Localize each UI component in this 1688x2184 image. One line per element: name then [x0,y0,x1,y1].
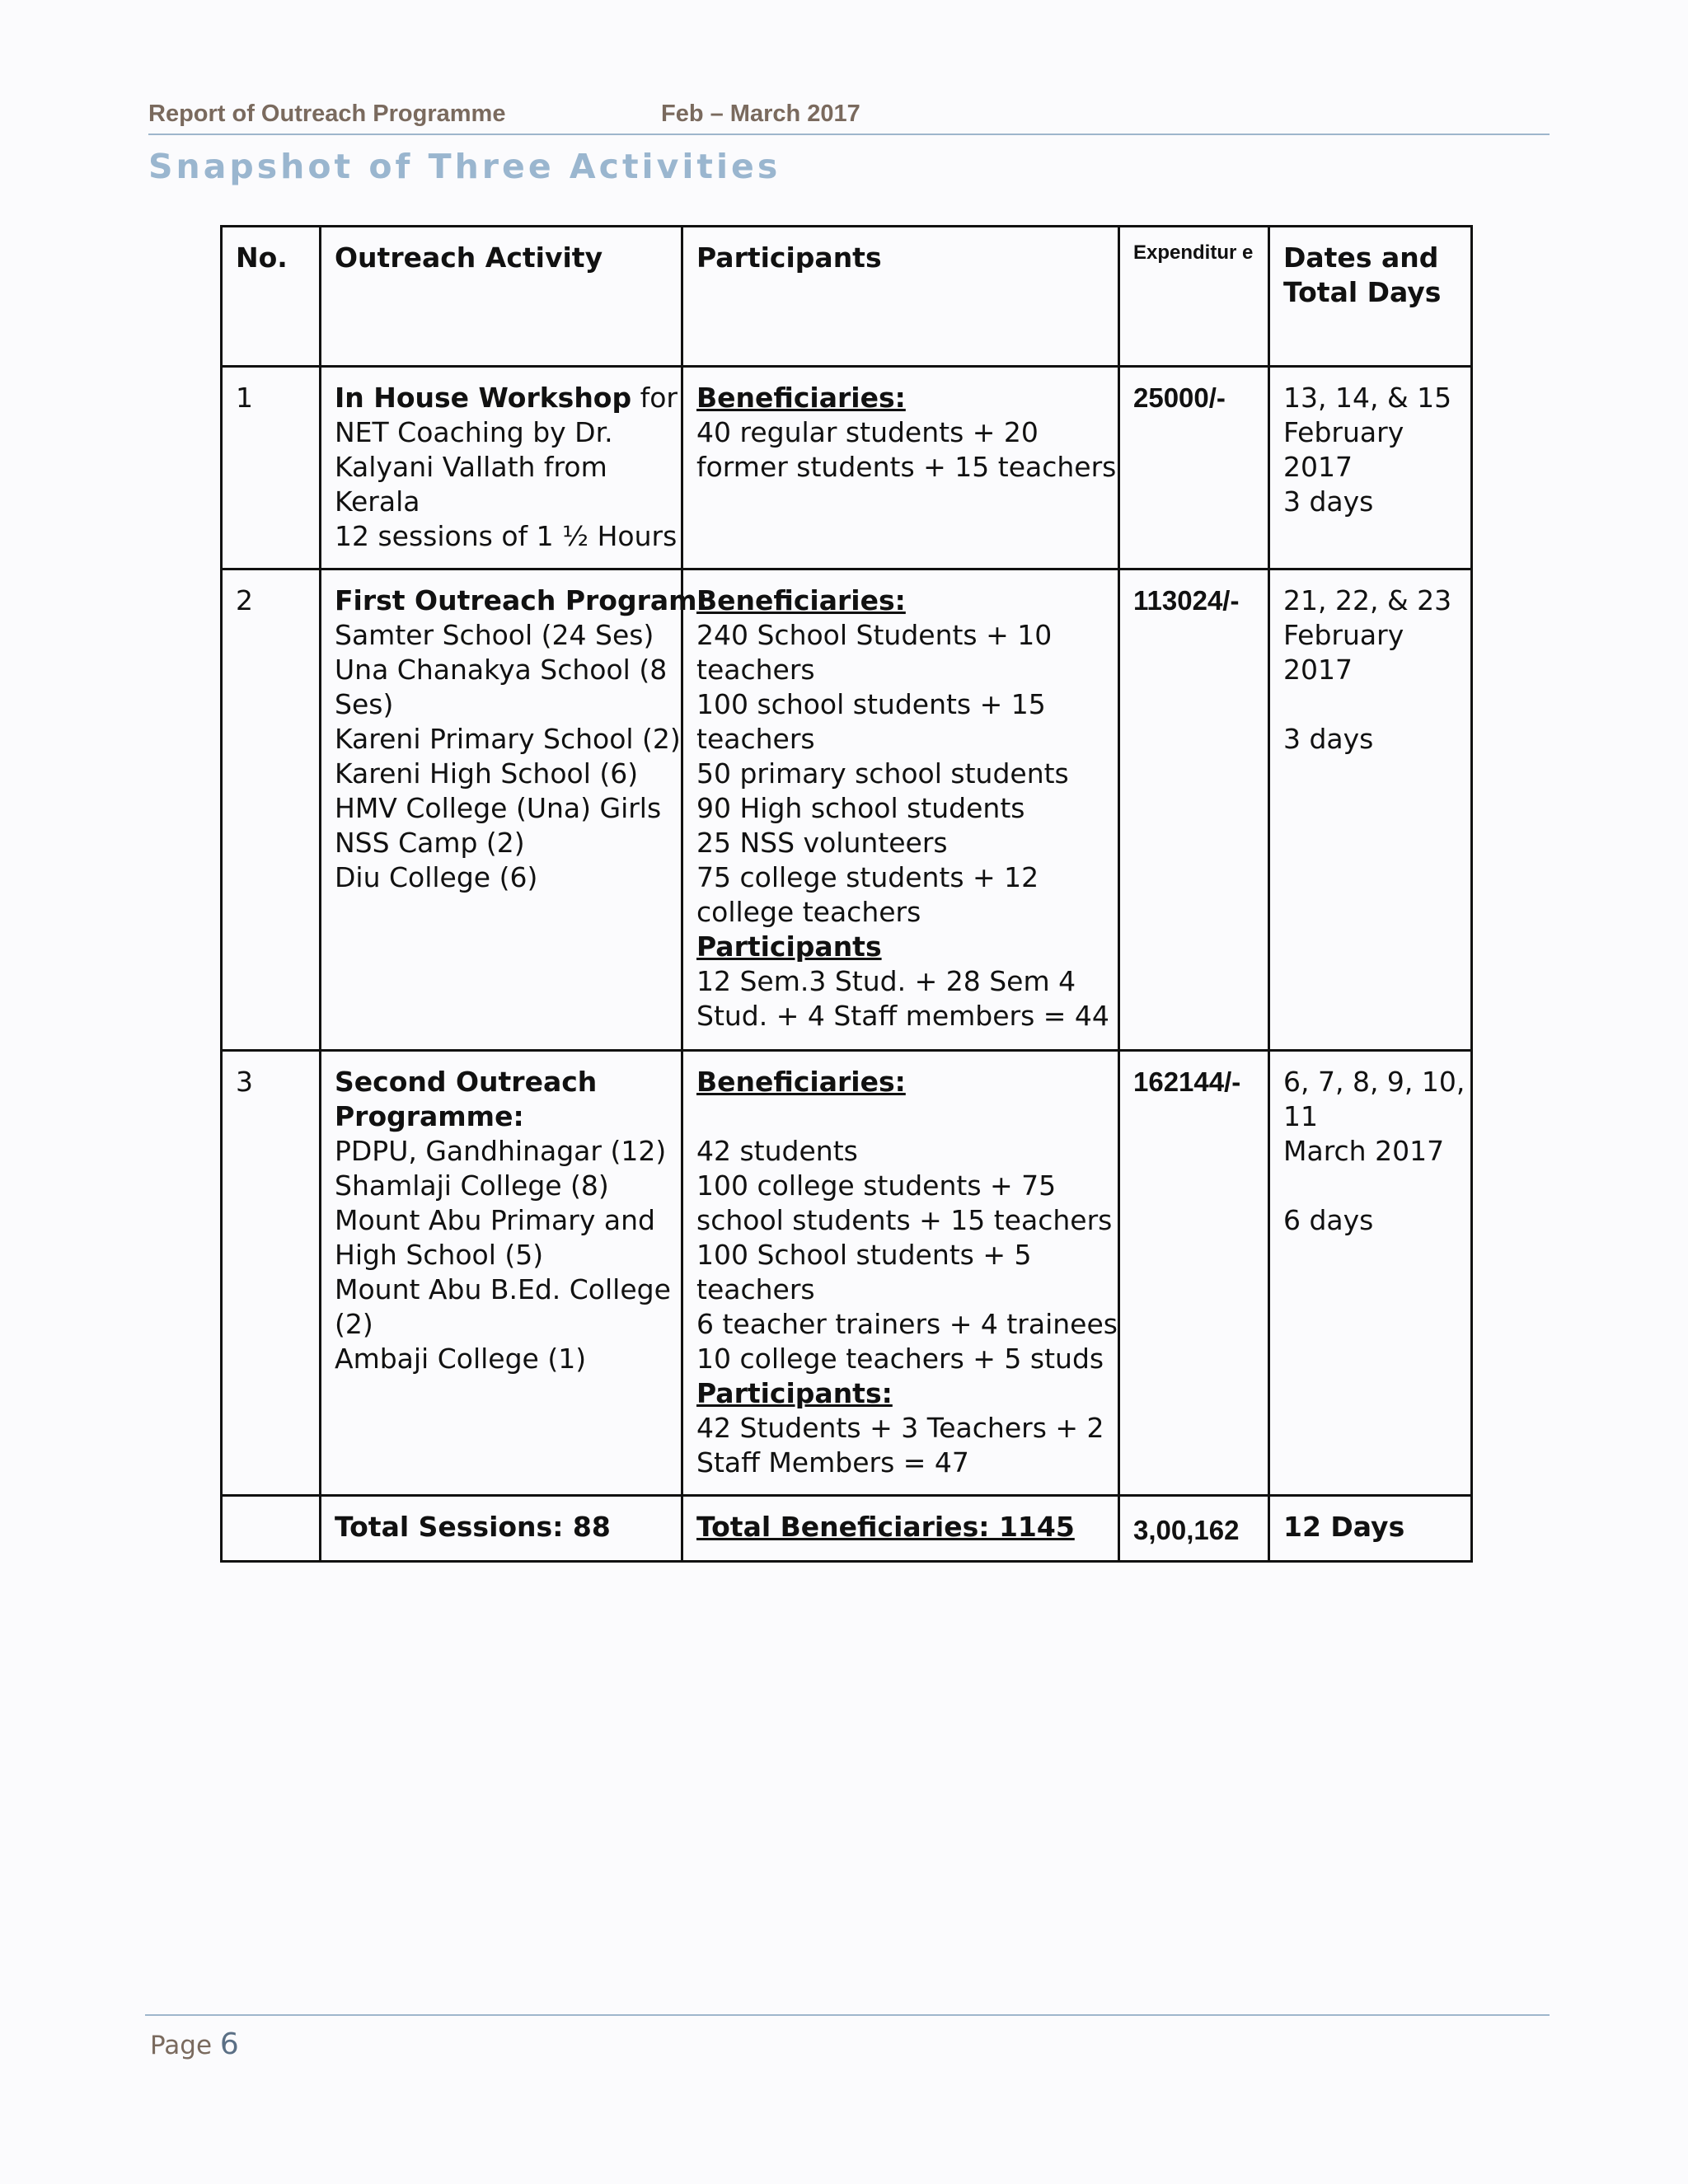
activity-line: Shamlaji College (8) [335,1169,609,1202]
participant-line: teachers [696,654,815,686]
activity-line: (2) [335,1308,373,1340]
activity-line: Ses) [335,688,394,720]
participant-line: 25 NSS volunteers [696,827,948,859]
expenditure-cell: 162144/- [1119,1051,1269,1496]
expenditure-cell: 113024/- [1119,569,1269,1051]
participant-line: 40 regular students + 20 [696,416,1039,448]
activity-line: Samter School (24 Ses) [335,619,654,651]
footer-divider [145,2014,1550,2016]
activity-line: Kareni High School (6) [335,757,639,790]
days-line: 3 days [1283,723,1374,755]
participants-cell [682,367,1119,569]
beneficiaries-heading: Beneficiaries: [696,1066,906,1098]
total-days: 12 Days [1269,1496,1472,1562]
total-expenditure: 3,00,162 [1119,1496,1269,1562]
activity-title: Second Outreach [335,1066,598,1098]
total-blank-cell [222,1496,321,1562]
activity-line: HMV College (Una) Girls [335,792,662,824]
activity-title: First Outreach Program: [335,584,708,616]
activity-line: Ambaji College (1) [335,1343,587,1375]
participants-heading: Participants: [696,1377,893,1409]
table-header-row [222,227,1472,367]
table-row [222,367,1472,569]
participants-cell [682,569,1119,1051]
activity-line: NSS Camp (2) [335,827,525,859]
page-header [148,97,1550,135]
activity-line: High School (5) [335,1239,544,1271]
participants-cell [682,1051,1119,1496]
participant-line: teachers [696,1273,815,1305]
header-report-title: Report of Outreach Programme [148,101,506,127]
activity-line: Kalyani Vallath from [335,451,607,483]
participants-heading: Participants [696,930,882,963]
header-activity: Outreach Activity [321,227,682,367]
section-title: Snapshot of Three Activities [148,147,781,186]
date-line: 3 days [1283,485,1374,518]
date-line: March 2017 [1283,1135,1445,1167]
activity-line: NET Coaching by Dr. [335,416,613,448]
activity-title: Programme: [335,1100,524,1132]
date-line: 11 [1283,1100,1318,1132]
total-row [222,1496,1472,1562]
participant-line: 90 High school students [696,792,1025,824]
activity-line: Diu College (6) [335,861,538,893]
header-dates: Dates and Total Days [1269,227,1472,367]
participant-line: 100 college students + 75 [696,1169,1057,1202]
activity-line: PDPU, Gandhinagar (12) [335,1135,667,1167]
participant-line: Staff Members = 47 [696,1446,969,1479]
activity-line: Mount Abu Primary and [335,1204,655,1236]
activities-table [220,225,1473,1563]
participant-line: 100 school students + 15 [696,688,1046,720]
participant-line: 50 primary school students [696,757,1069,790]
spacer [696,1099,1104,1134]
activity-title: In House Workshop [335,382,632,414]
header-participants: Participants [682,227,1119,367]
header-no: No. [222,227,321,367]
date-line: 6, 7, 8, 9, 10, [1283,1066,1465,1098]
participant-line: Stud. + 4 Staff members = 44 [696,1000,1109,1032]
dates-cell [1269,569,1472,1051]
beneficiaries-heading: Beneficiaries: [696,382,906,414]
activity-line: 12 sessions of 1 ½ Hours [335,520,678,552]
date-line: 21, 22, & 23 [1283,584,1452,616]
page-label: Page [150,2031,213,2060]
table-row [222,1051,1472,1496]
beneficiaries-heading: Beneficiaries: [696,584,906,616]
activity-cell [321,1051,682,1496]
participant-line: 42 Students + 3 Teachers + 2 [696,1412,1104,1444]
activity-cell [321,367,682,569]
date-line: 2017 [1283,451,1353,483]
participant-line: 75 college students + 12 [696,861,1039,893]
date-line: February [1283,619,1404,651]
header-date-range: Feb – March 2017 [661,101,860,127]
date-line: 13, 14, & 15 [1283,382,1452,414]
participant-line: 42 students [696,1135,858,1167]
participant-line: 6 teacher trainers + 4 trainees [696,1308,1118,1340]
days-line: 6 days [1283,1204,1374,1236]
total-beneficiaries: Total Beneficiaries: 1145 [682,1496,1119,1562]
total-sessions: Total Sessions: 88 [321,1496,682,1562]
activity-line: Kerala [335,485,420,518]
dates-cell [1269,367,1472,569]
dates-cell [1269,1051,1472,1496]
expenditure-cell: 25000/- [1119,367,1269,569]
participant-line: school students + 15 teachers [696,1204,1113,1236]
participant-line: 100 School students + 5 [696,1239,1032,1271]
spacer [1283,1169,1457,1203]
row-number: 2 [222,569,321,1051]
row-number: 3 [222,1051,321,1496]
participant-line: college teachers [696,896,921,928]
activity-cell [321,569,708,1051]
participant-line: 12 Sem.3 Stud. + 28 Sem 4 [696,965,1076,997]
participant-line: former students + 15 teachers [696,451,1117,483]
participant-line: 10 college teachers + 5 studs [696,1343,1104,1375]
activity-line: Mount Abu B.Ed. College [335,1273,671,1305]
participant-line: teachers [696,723,815,755]
page-footer [150,2027,239,2061]
page-number: 6 [219,2027,239,2061]
activity-text: for [631,382,678,414]
date-line: 2017 [1283,654,1353,686]
activity-line: Una Chanakya School (8 [335,654,668,686]
table-row [222,569,1472,1051]
row-number: 1 [222,367,321,569]
date-line: February [1283,416,1404,448]
activity-line: Kareni Primary School (2) [335,723,681,755]
spacer [1283,687,1457,722]
header-expenditure: Expenditur e [1119,227,1269,367]
participant-line: 240 School Students + 10 [696,619,1053,651]
